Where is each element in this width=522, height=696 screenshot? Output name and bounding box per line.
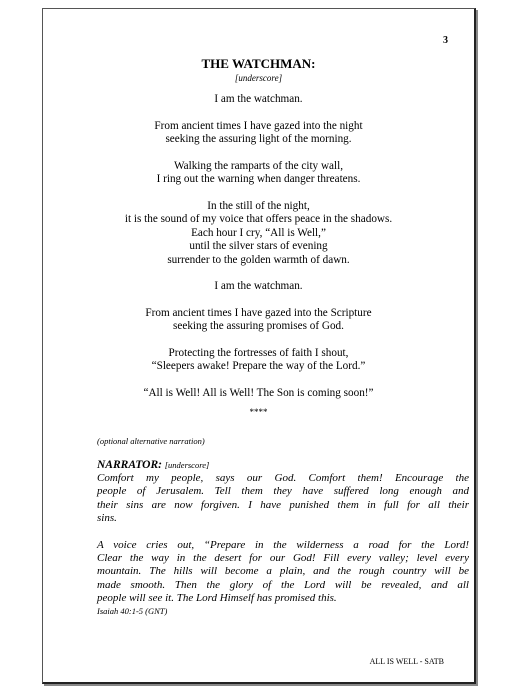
page-title: THE WATCHMAN: — [201, 56, 316, 71]
poem-line: it is the sound of my voice that offers peace in the shadows. — [124, 213, 393, 225]
stanza — [43, 387, 474, 401]
stanza — [43, 160, 474, 187]
poem-text — [43, 93, 474, 413]
poem-line: I ring out the warning when danger threatens. — [156, 173, 361, 185]
stanza — [43, 347, 474, 374]
narration-line: sins. — [97, 511, 117, 524]
poem-line: until the silver stars of evening — [189, 240, 328, 252]
subtitle-cue: [underscore] — [234, 73, 283, 83]
poem-line: seeking the assuring promises of God. — [173, 320, 344, 332]
stanza — [43, 93, 474, 107]
narration-line: Clear the way in the desert for our God! Fill every valley; level every — [97, 552, 469, 565]
page-number: 3 — [443, 35, 448, 46]
poem-line: “Sleepers awake! Prepare the way of the Lord.” — [151, 360, 366, 372]
score-page — [42, 8, 476, 684]
poem-line: surrender to the golden warmth of dawn. — [167, 253, 350, 266]
narrator-heading — [97, 459, 469, 472]
narration-paragraph — [97, 539, 469, 618]
stanza — [43, 200, 474, 268]
narration-line: A voice cries out, “Prepare in the wilderness a road for the Lord! — [97, 539, 469, 551]
narration-line: their sins are now forgiven. I have punished them in full for all their — [97, 498, 469, 511]
section-separator: **** — [249, 407, 268, 417]
poem-line: Walking the ramparts of the city wall, — [173, 159, 344, 172]
narrator-block — [97, 459, 469, 525]
poem-line: seeking the assuring light of the morning. — [165, 133, 352, 145]
optional-note: (optional alternative narration) — [97, 436, 205, 446]
poem-line: In the still of the night, — [207, 199, 310, 212]
page-footer: ALL IS WELL - SATB — [369, 657, 444, 666]
narration-line: people of Jerusalem. Tell them they have suffered long enough and — [97, 485, 469, 498]
poem-line: From ancient times I have gazed into the Scripture — [145, 306, 372, 319]
narration-line: made smooth. Then the glory of the Lord will be revealed, and all — [97, 578, 469, 591]
poem-line: I am the watchman. — [214, 93, 303, 105]
narration-line: people will see it. The Lord Himself has promised this. — [97, 591, 337, 604]
scripture-source: Isaiah 40:1-5 (GNT) — [97, 606, 168, 617]
poem-line: Protecting the fortresses of faith I shout, — [168, 346, 349, 359]
stanza — [43, 307, 474, 334]
narrator-cue: [underscore] — [164, 460, 210, 470]
poem-line: From ancient times I have gazed into the night — [154, 119, 363, 132]
stanza — [43, 120, 474, 147]
poem-line: “All is Well! All is Well! The Son is coming soon!” — [143, 386, 374, 399]
poem-line: Each hour I cry, “All is Well,” — [191, 226, 326, 239]
narration-line: Comfort my people, says our God. Comfort them! Encourage the — [97, 472, 469, 485]
narrator-label: NARRATOR: — [97, 459, 162, 471]
narration-line: mountain. The hills will become a plain, and the rough country will be — [97, 565, 469, 578]
stanza — [43, 280, 474, 294]
poem-line: I am the watchman. — [214, 280, 303, 292]
